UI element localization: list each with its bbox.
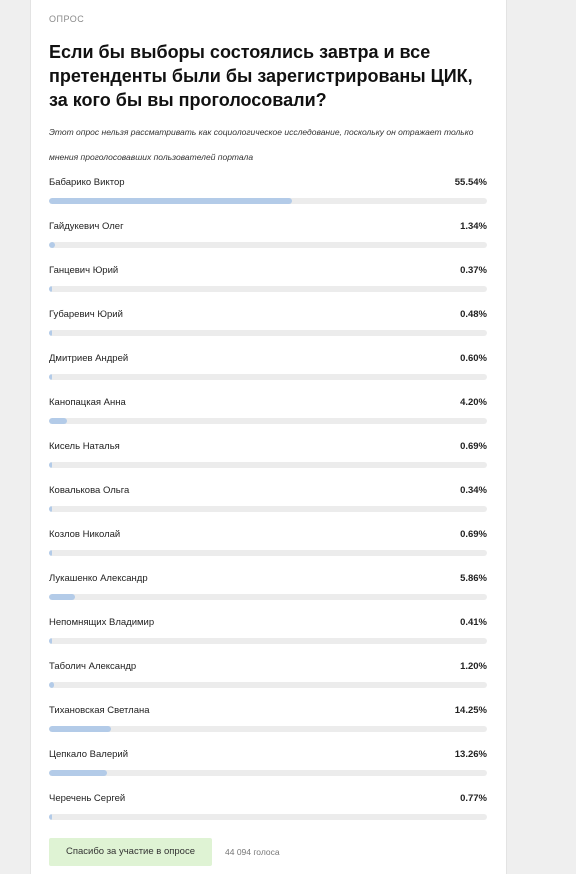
option-bar-fill (49, 682, 54, 688)
option-name: Непомнящих Владимир (49, 617, 155, 628)
option-bar-track (49, 506, 487, 512)
option-bar-fill (49, 462, 52, 468)
option-name: Гайдукевич Олег (49, 221, 124, 232)
option-percent: 55.54% (454, 177, 487, 188)
option-bar-track (49, 682, 487, 688)
poll-option (49, 394, 487, 438)
option-bar-track (49, 638, 487, 644)
option-bar-track (49, 770, 487, 776)
poll-card (30, 0, 507, 874)
option-name: Черечень Сергей (49, 793, 126, 804)
option-percent: 1.20% (460, 661, 487, 672)
option-name: Тихановская Светлана (49, 705, 150, 716)
poll-option (49, 746, 487, 790)
option-percent: 4.20% (460, 397, 487, 408)
option-bar-fill (49, 506, 52, 512)
thanks-message: Спасибо за участие в опросе (49, 838, 212, 866)
poll-option (49, 526, 487, 570)
poll-options-list (49, 174, 487, 834)
poll-label: ОПРОС (49, 14, 85, 24)
poll-option (49, 306, 487, 350)
option-percent: 0.48% (460, 309, 487, 320)
option-percent: 0.60% (460, 353, 487, 364)
option-percent: 13.26% (454, 749, 487, 760)
option-name: Бабарико Виктор (49, 177, 125, 188)
option-bar-track (49, 550, 487, 556)
poll-option (49, 570, 487, 614)
option-bar-fill (49, 594, 75, 600)
option-bar-track (49, 726, 487, 732)
option-bar-track (49, 330, 487, 336)
option-percent: 0.77% (460, 793, 487, 804)
option-name: Канопацкая Анна (49, 397, 126, 408)
poll-option (49, 438, 487, 482)
option-bar-fill (49, 638, 52, 644)
option-bar-fill (49, 770, 107, 776)
option-bar-fill (49, 286, 52, 292)
option-percent: 0.69% (460, 441, 487, 452)
option-bar-fill (49, 726, 111, 732)
poll-option (49, 218, 487, 262)
option-bar-fill (49, 330, 52, 336)
option-bar-fill (49, 242, 55, 248)
option-name: Ганцевич Юрий (49, 265, 119, 276)
option-bar-track (49, 418, 487, 424)
option-percent: 1.34% (460, 221, 487, 232)
option-name: Лукашенко Александр (49, 573, 148, 584)
option-percent: 0.37% (460, 265, 487, 276)
option-name: Таболич Александр (49, 661, 137, 672)
option-percent: 14.25% (454, 705, 487, 716)
poll-option (49, 790, 487, 834)
option-name: Кисель Наталья (49, 441, 120, 452)
poll-option (49, 702, 487, 746)
option-bar-track (49, 814, 487, 820)
option-percent: 0.34% (460, 485, 487, 496)
option-percent: 0.41% (460, 617, 487, 628)
option-name: Цепкало Валерий (49, 749, 129, 760)
option-name: Дмитриев Андрей (49, 353, 129, 364)
option-bar-track (49, 462, 487, 468)
option-bar-track (49, 242, 487, 248)
option-name: Ковалькова Ольга (49, 485, 130, 496)
poll-option (49, 658, 487, 702)
option-bar-track (49, 286, 487, 292)
option-bar-track (49, 374, 487, 380)
option-bar-track (49, 198, 487, 204)
option-bar-track (49, 594, 487, 600)
option-bar-fill (49, 198, 292, 204)
option-percent: 0.69% (460, 529, 487, 540)
poll-title: Если бы выборы состоялись завтра и все претенденты были бы зарегистрированы ЦИК, за кого бы вы проголосовали? (49, 42, 473, 110)
poll-option (49, 174, 487, 218)
poll-disclaimer: Этот опрос нельзя рассматривать как социологическое исследование, поскольку он отражает только мнения проголосовавших пользователей портала (49, 127, 474, 162)
votes-count: 44 094 голоса (225, 847, 280, 857)
poll-option (49, 350, 487, 394)
poll-option (49, 482, 487, 526)
option-name: Козлов Николай (49, 529, 121, 540)
option-name: Губаревич Юрий (49, 309, 123, 320)
option-bar-fill (49, 814, 52, 820)
option-bar-fill (49, 418, 67, 424)
option-percent: 5.86% (460, 573, 487, 584)
option-bar-fill (49, 550, 52, 556)
poll-option (49, 614, 487, 658)
option-bar-fill (49, 374, 52, 380)
poll-option (49, 262, 487, 306)
